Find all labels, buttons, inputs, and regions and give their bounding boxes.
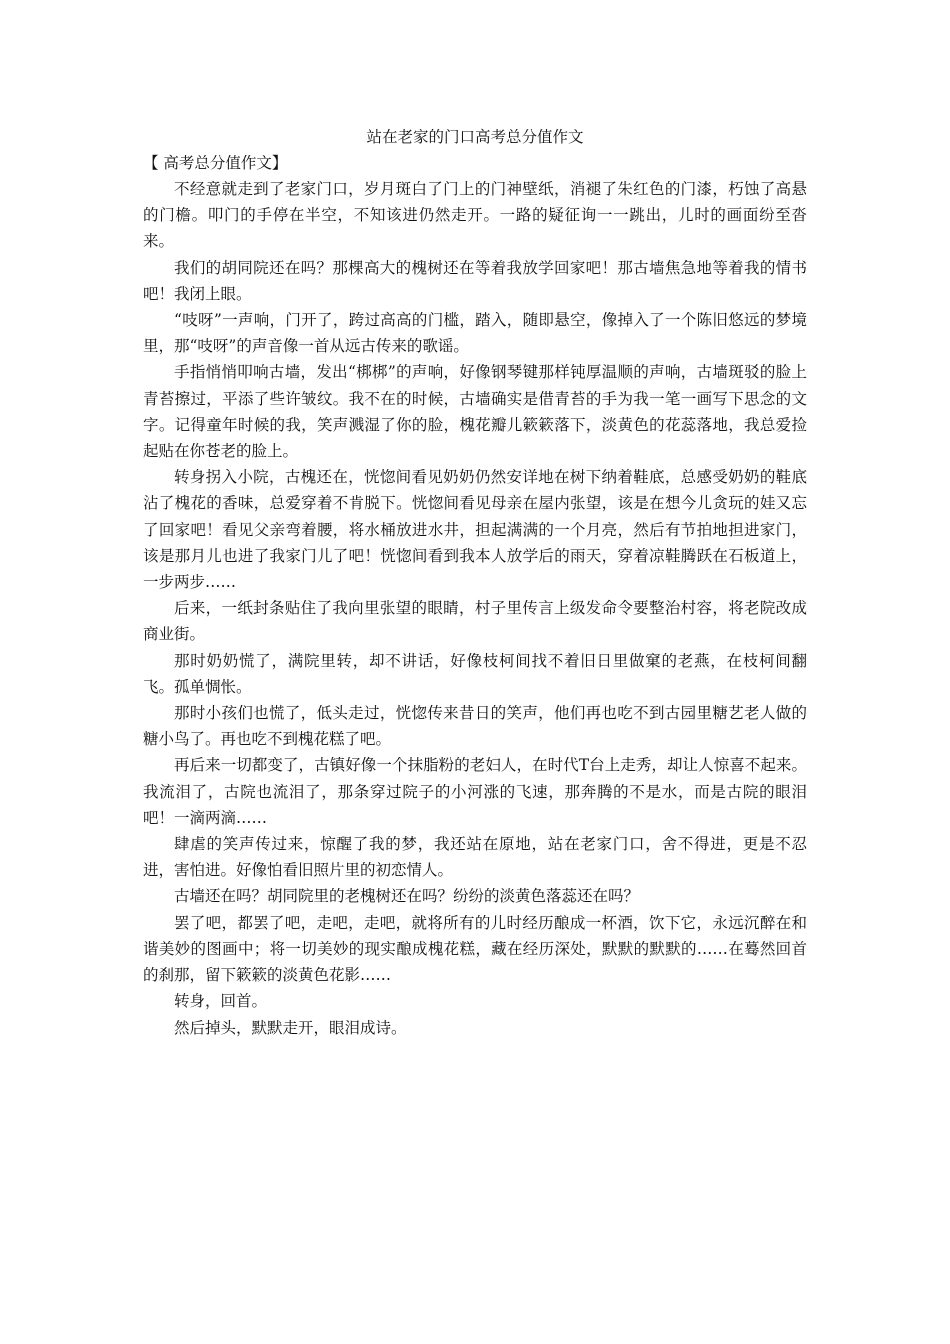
paragraph: 然后掉头，默默走开，眼泪成诗。 [174,1018,407,1037]
essay-body [143,176,807,1041]
paragraph: 后来，一纸封条贴住了我向里张望的眼睛，村子里传言上级发命令要整治村容，将老院改成商业街。 [143,599,807,644]
paragraph: 我们的胡同院还在吗？那棵高大的槐树还在等着我放学回家吧！那古墙焦急地等着我的情书吧！我闭上眼。 [143,258,807,303]
paragraph: 那时小孩们也慌了，低头走过，恍惚传来昔日的笑声，他们再也吃不到古园里糖艺老人做的糖小鸟了。再也吃不到槐花糕了吧。 [143,704,807,749]
paragraph: 手指悄悄叩响古墙，发出“梆梆”的声响，好像钢琴键那样钝厚温顺的声响，古墙斑驳的脸上青苔擦过，平添了些许皱纹。我不在的时候，古墙确实是借青苔的手为我一笔一画写下思念的文字。记得童年时候的我，笑声溅湿了你的脸，槐花瓣儿簌簌落下，淡黄色的花蕊落地，我总爱捡起贴在你苍老的脸上。 [143,363,807,461]
paragraph: 罢了吧，都罢了吧，走吧，走吧，就将所有的儿时经历酿成一杯酒，饮下它，永远沉醉在和谐美妙的图画中；将一切美妙的现实酿成槐花糕，藏在经历深处，默默的默默的……在蓦然回首的刹那，留下簌簌的淡黄色花影…… [143,913,807,985]
paragraph: 转身，回首。 [174,992,268,1011]
paragraph: 那时奶奶慌了，满院里转，却不讲话，好像枝柯间找不着旧日里做窠的老燕，在枝柯间翻飞。孤单惆怅。 [143,651,807,696]
paragraph: 不经意就走到了老家门口，岁月斑白了门上的门神壁纸，消褪了朱红色的门漆，朽蚀了高悬的门檐。叩门的手停在半空，不知该进仍然走开。一路的疑征询一一跳出，儿时的画面纷至沓来。 [143,180,807,251]
document-page [143,124,807,1041]
paragraph: 再后来一切都变了，古镇好像一个抹脂粉的老妇人，在时代T台上走秀，却让人惊喜不起来。我流泪了，古院也流泪了，那条穿过院子的小河涨的飞速，那奔腾的不是水，而是古院的眼泪吧！一滴两滴…… [143,756,807,827]
paragraph: 肆虐的笑声传过来，惊醒了我的梦，我还站在原地，站在老家门口，舍不得进，更是不忍进，害怕进。好像怕看旧照片里的初恋情人。 [143,835,807,880]
paragraph: “吱呀”一声响，门开了，跨过高高的门槛，踏入，随即悬空，像掉入了一个陈旧悠远的梦境里，那“吱呀”的声音像一首从远古传来的歌谣。 [143,311,807,356]
paragraph: 转身拐入小院，古槐还在，恍惚间看见奶奶仍然安详地在树下纳着鞋底，总感受奶奶的鞋底沾了槐花的香味，总爱穿着不肯脱下。恍惚间看见母亲在屋内张望，该是在想今儿贪玩的娃又忘了回家吧！看见父亲弯着腰，将水桶放进水井，担起满满的一个月亮，然后有节拍地担进家门，该是那月儿也进了我家门儿了吧！恍惚间看到我本人放学后的雨天，穿着凉鞋腾跃在石板道上，一步两步…… [143,468,807,592]
document-title: 站在老家的门口高考总分值作文 [366,128,584,146]
paragraph: 古墙还在吗？胡同院里的老槐树还在吗？纷纷的淡黄色落蕊还在吗？ [174,887,640,906]
category-label: 【 高考总分值作文】 [143,154,288,172]
